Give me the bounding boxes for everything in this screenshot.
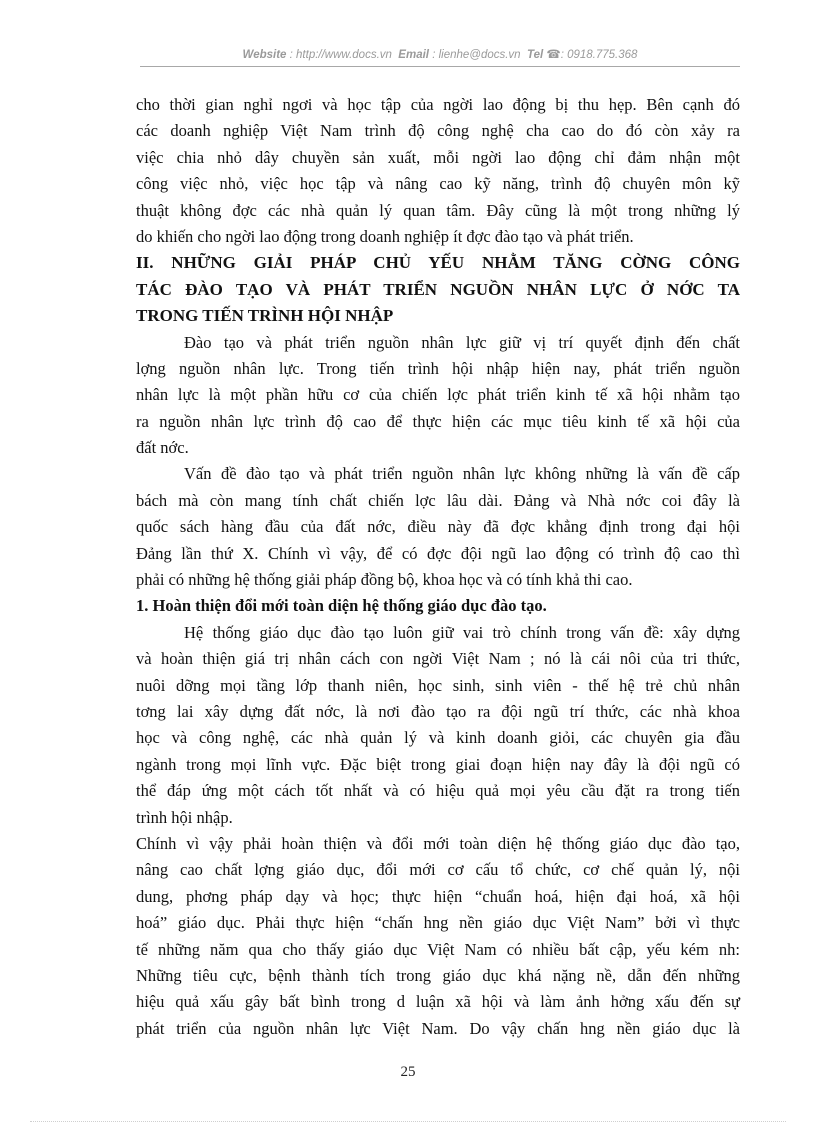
paragraph-line: trình hội nhập. [136, 807, 233, 827]
paragraph-line: ra nguồn nhân lực trình độ cao để thực hiện các mục tiêu kinh tế xã hội của [136, 411, 740, 431]
paragraph-line: Đảng lần thứ X. Chính vì vậy, để có đợc đội ngũ lao động có trình độ cao thì [136, 543, 740, 563]
paragraph-line: tơng lai xây dựng đất nớc, là nơi đào tạo ra đội ngũ trí thức, các nhà khoa [136, 701, 740, 721]
website-label: Website [242, 49, 287, 61]
paragraph-line: thể đáp ứng một cách tốt nhất và có hiệu quả mọi yêu cầu đặt ra trong tiến [136, 781, 740, 801]
paragraph-line: nhân lực là một phần hữu cơ của chiến lợc phát triển kinh tế xã hội nhằm tạo [136, 385, 740, 405]
subsection-heading: 1. Hoàn thiện đổi mới toàn diện hệ thống giáo dục đào tạo. [136, 596, 547, 616]
paragraph-line: phải có những hệ thống giải pháp đồng bộ, khoa học và có tính khả thi cao. [136, 570, 633, 590]
paragraph-line: hoá” giáo dục. Phải thực hiện “chấn hng nền giáo dục Việt Nam” bởi vì thực [136, 913, 740, 933]
paragraph-line: phát triển của nguồn nhân lực Việt Nam. Do vậy chấn hng nền giáo dục là [136, 1018, 740, 1038]
paragraph-line: thuật không đợc các nhà quản lý quan tâm. Đây cũng là một trong những lý [136, 200, 740, 220]
page-number: 25 [400, 1064, 416, 1080]
paragraph-line: tế những năm qua cho thấy giáo dục Việt Nam có nhiều bất cập, yếu kém nh: [136, 939, 740, 959]
tel-label: Tel [526, 49, 544, 61]
document-body [136, 92, 740, 1042]
paragraph-line: Những tiêu cực, bệnh thành tích trong giáo dục khá nặng nề, dẫn đến những [136, 965, 740, 985]
email-value[interactable]: : lienhe@docs.vn [432, 49, 521, 61]
paragraph-line: Đào tạo và phát triển nguồn nhân lực giữ vị trí quyết định đến chất [184, 332, 740, 352]
paragraph-line: các doanh nghiệp Việt Nam trình độ công nghệ cha cao do đó còn xảy ra [136, 121, 740, 141]
paragraph-line: do khiến cho ngời lao động trong doanh nghiệp ít đợc đào tạo và phát triển. [136, 226, 634, 246]
paragraph-line: Vấn đề đào tạo và phát triển nguồn nhân lực không những là vấn đề cấp [184, 464, 740, 484]
paragraph-line: đất nớc. [136, 438, 189, 458]
website-value[interactable]: : http://www.docs.vn [289, 49, 392, 61]
paragraph-line: học và công nghệ, các nhà quản lý và kinh doanh giỏi, các chuyên gia đầu [136, 728, 740, 748]
paragraph-line: nâng cao chất lợng giáo dục, đổi mới cơ cấu tổ chức, cơ chế quản lý, nội [136, 860, 740, 880]
paragraph-line: cho thời gian nghỉ ngơi và học tập của ngời lao động bị thu hẹp. Bên cạnh đó [136, 95, 740, 114]
section-heading-line: TÁC ĐÀO TẠO VÀ PHÁT TRIỂN NGUỒN NHÂN LỰC Ở NỚC TA [136, 279, 740, 299]
paragraph-line: lợng nguồn nhân lực. Trong tiến trình hội nhập hiện nay, phát triển nguồn [136, 358, 740, 378]
paragraph-line: Hệ thống giáo dục đào tạo luôn giữ vai trò chính trong vấn đề: xây dựng [184, 622, 740, 642]
section-heading-line: TRONG TIẾN TRÌNH HỘI NHẬP [136, 306, 394, 326]
section-heading-line: II. NHỮNG GIẢI PHÁP CHỦ YẾU NHẰM TĂNG CỜNG CÔNG [136, 253, 740, 273]
paragraph-line: dung, phơng pháp dạy và học; thực hiện “chuẩn hoá, hiện đại hoá, xã hội [136, 886, 740, 906]
email-label: Email [398, 49, 429, 61]
paragraph-line: bách mà còn mang tính chất chiến lợc lâu dài. Đảng và Nhà nớc coi đây là [136, 490, 740, 510]
paragraph-line: Chính vì vậy phải hoàn thiện và đổi mới toàn diện hệ thống giáo dục đào tạo, [136, 833, 740, 853]
paragraph-line: và hoàn thiện giá trị nhân cách con ngời Việt Nam ; nó là cái nôi của tri thức, [136, 649, 740, 669]
paragraph-line: hiệu quả xấu gây bất bình trong d luận xã hội và làm ảnh hởng xấu đến sự [136, 992, 740, 1012]
tel-value: ☎: 0918.775.368 [546, 49, 638, 61]
header-divider [140, 66, 740, 67]
footer-divider [30, 1121, 786, 1122]
paragraph-line: ngành trong mọi lĩnh vực. Đặc biệt trong giai đoạn hiện nay đây là đội ngũ có [136, 754, 740, 774]
page-header [140, 47, 740, 63]
paragraph-line: công việc nhỏ, việc học tập và nâng cao kỹ năng, trình độ chuyên môn kỹ [136, 174, 740, 194]
paragraph-line: việc chia nhỏ dây chuyền sản xuất, mỗi ngời lao động chỉ đảm nhận một [136, 147, 740, 167]
paragraph-line: quốc sách hàng đầu của đất nớc, điều này đã đợc khẳng định trong đại hội [136, 517, 740, 537]
paragraph-line: nuôi dỡng mọi tầng lớp thanh niên, học sinh, sinh viên - thế hệ trẻ chủ nhân [136, 675, 740, 695]
